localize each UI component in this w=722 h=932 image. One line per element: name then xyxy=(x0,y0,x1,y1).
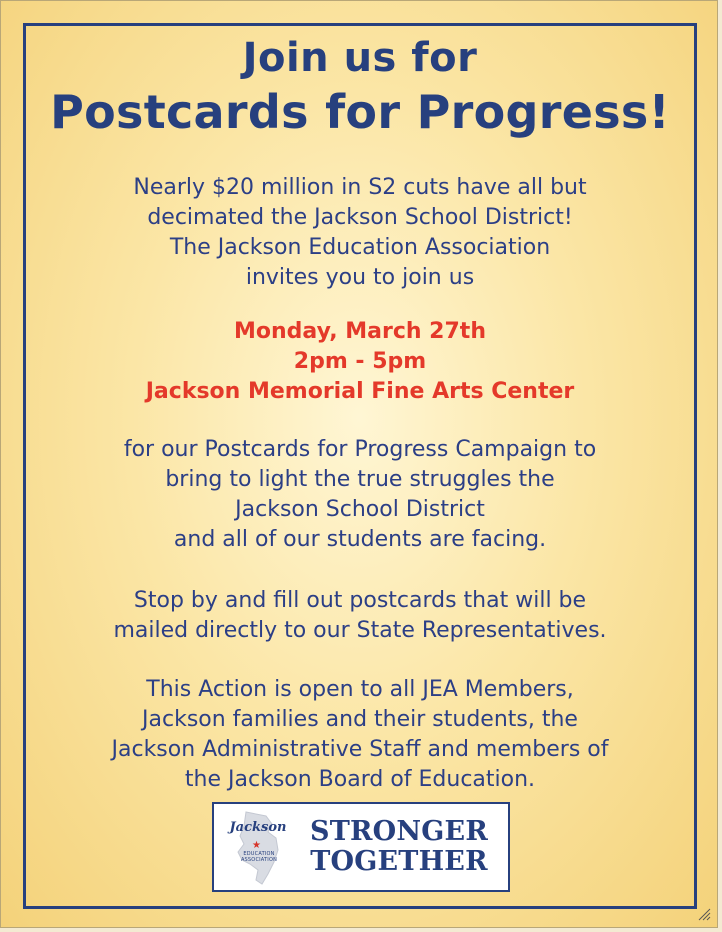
heading-line-1: Join us for xyxy=(242,35,478,81)
audience-paragraph xyxy=(1,675,719,795)
intro-line: The Jackson Education Association xyxy=(169,235,551,260)
instructions-line: mailed directly to our State Representatives. xyxy=(113,618,607,643)
star-icon: ★ xyxy=(252,840,261,851)
logo-subtitle-line: ASSOCIATION xyxy=(240,857,278,863)
event-details xyxy=(1,317,719,407)
purpose-paragraph xyxy=(1,435,719,555)
heading-title: Postcards for Progress! xyxy=(50,85,670,139)
instructions-paragraph xyxy=(1,586,719,646)
logo-script-text: Jackson xyxy=(229,820,287,835)
intro-line: invites you to join us xyxy=(245,265,475,290)
intro-paragraph xyxy=(1,173,719,293)
intro-line: decimated the Jackson School District! xyxy=(147,205,573,230)
purpose-line: Jackson School District xyxy=(235,497,485,522)
purpose-line: bring to light the true struggles the xyxy=(165,467,555,492)
slogan-line-1: STRONGER xyxy=(310,816,488,847)
logo-subtitle-line: EDUCATION xyxy=(243,851,275,857)
intro-line: Nearly $20 million in S2 cuts have all but xyxy=(133,175,587,200)
audience-line: This Action is open to all JEA Members, xyxy=(146,677,574,702)
audience-line: the Jackson Board of Education. xyxy=(184,767,536,792)
audience-line: Jackson Administrative Staff and members of xyxy=(111,737,609,762)
stronger-together-logo xyxy=(212,802,510,892)
audience-line: Jackson families and their students, the xyxy=(142,707,578,732)
event-location: Jackson Memorial Fine Arts Center xyxy=(145,379,575,404)
logo-subtitle xyxy=(228,851,290,863)
instructions-line: Stop by and fill out postcards that will be xyxy=(133,588,587,613)
purpose-line: and all of our students are facing. xyxy=(173,527,547,552)
event-time: 2pm - 5pm xyxy=(293,349,427,374)
purpose-line: for our Postcards for Progress Campaign to xyxy=(123,437,597,462)
logo-slogan xyxy=(296,817,502,877)
event-date: Monday, March 27th xyxy=(234,319,486,344)
resize-grip-icon xyxy=(697,907,711,921)
slogan-line-2: TOGETHER xyxy=(310,846,488,877)
